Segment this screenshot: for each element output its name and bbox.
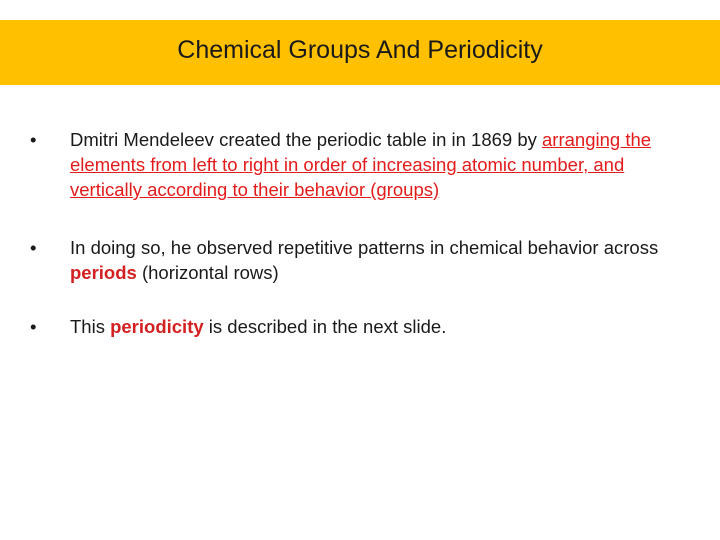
highlighted-term: periodicity bbox=[110, 316, 204, 337]
bullet-text: In doing so, he observed repetitive patterns in chemical behavior across bbox=[70, 237, 659, 258]
bullet-item bbox=[28, 127, 698, 202]
bullet-item bbox=[28, 235, 698, 285]
slide-title: Chemical Groups And Periodicity bbox=[177, 36, 543, 64]
highlighted-phrase: arranging the elements from left to right in order of increasing atomic number, and vertically according to their behavior (groups) bbox=[70, 129, 652, 200]
bullet-text-after: (horizontal rows) bbox=[136, 262, 279, 283]
bullet-marker: • bbox=[30, 237, 37, 258]
bullet-item bbox=[28, 314, 698, 339]
title-bar bbox=[0, 20, 720, 85]
bullet-text: Dmitri Mendeleev created the periodic table in in 1869 by bbox=[70, 129, 543, 150]
highlighted-term: periods bbox=[70, 262, 137, 283]
bullet-text: This bbox=[70, 316, 111, 337]
bullet-marker: • bbox=[30, 316, 37, 337]
bullet-list bbox=[28, 127, 698, 339]
bullet-text-after: is described in the next slide. bbox=[203, 316, 447, 337]
bullet-marker: • bbox=[30, 129, 37, 150]
